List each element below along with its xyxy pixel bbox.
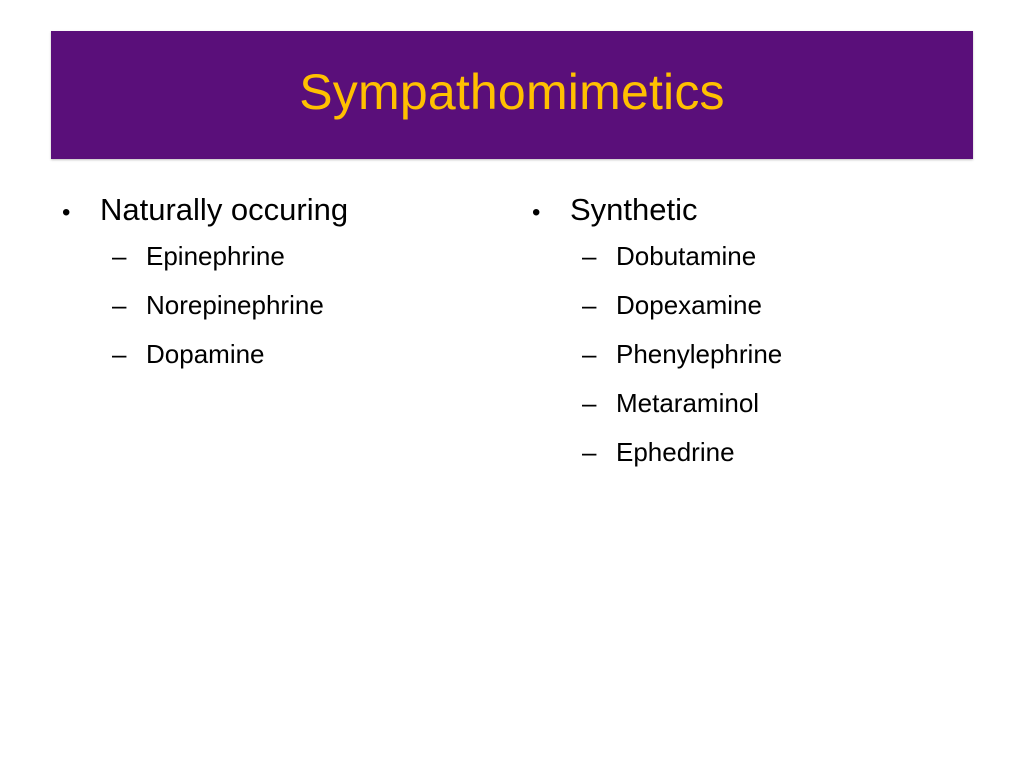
dash-icon: – <box>582 241 597 271</box>
list-item <box>582 238 952 287</box>
sub-list-natural <box>62 238 482 385</box>
bullet-icon: • <box>62 199 71 226</box>
list-item-label: Dobutamine <box>616 241 757 271</box>
list-item <box>582 336 952 385</box>
sub-list-synthetic <box>532 238 952 483</box>
list-item-label: Norepinephrine <box>146 290 324 320</box>
dash-icon: – <box>112 339 127 369</box>
dash-icon: – <box>582 339 597 369</box>
list-item-label: Dopamine <box>146 339 265 369</box>
dash-icon: – <box>582 388 597 418</box>
left-column <box>62 188 482 385</box>
list-item-label: Epinephrine <box>146 241 285 271</box>
list-item-label: Ephedrine <box>616 437 735 467</box>
column-heading: Naturally occuring <box>100 192 349 227</box>
right-column <box>532 188 952 483</box>
dash-icon: – <box>112 290 127 320</box>
slide-title: Sympathomimetics <box>299 64 725 120</box>
list-item <box>112 238 482 287</box>
list-item-label: Metaraminol <box>616 388 760 418</box>
list-item <box>112 287 482 336</box>
dash-icon: – <box>112 241 127 271</box>
list-item-label: Phenylephrine <box>616 339 783 369</box>
dash-icon: – <box>582 290 597 320</box>
list-item-label: Dopexamine <box>616 290 762 320</box>
column-heading: Synthetic <box>570 192 698 227</box>
list-item <box>112 336 482 385</box>
bullet-synthetic <box>532 188 952 232</box>
bullet-naturally-occuring <box>62 188 482 232</box>
list-item <box>582 287 952 336</box>
title-bar <box>51 31 973 159</box>
bullet-icon: • <box>532 199 541 226</box>
list-item <box>582 434 952 483</box>
dash-icon: – <box>582 437 597 467</box>
list-item <box>582 385 952 434</box>
